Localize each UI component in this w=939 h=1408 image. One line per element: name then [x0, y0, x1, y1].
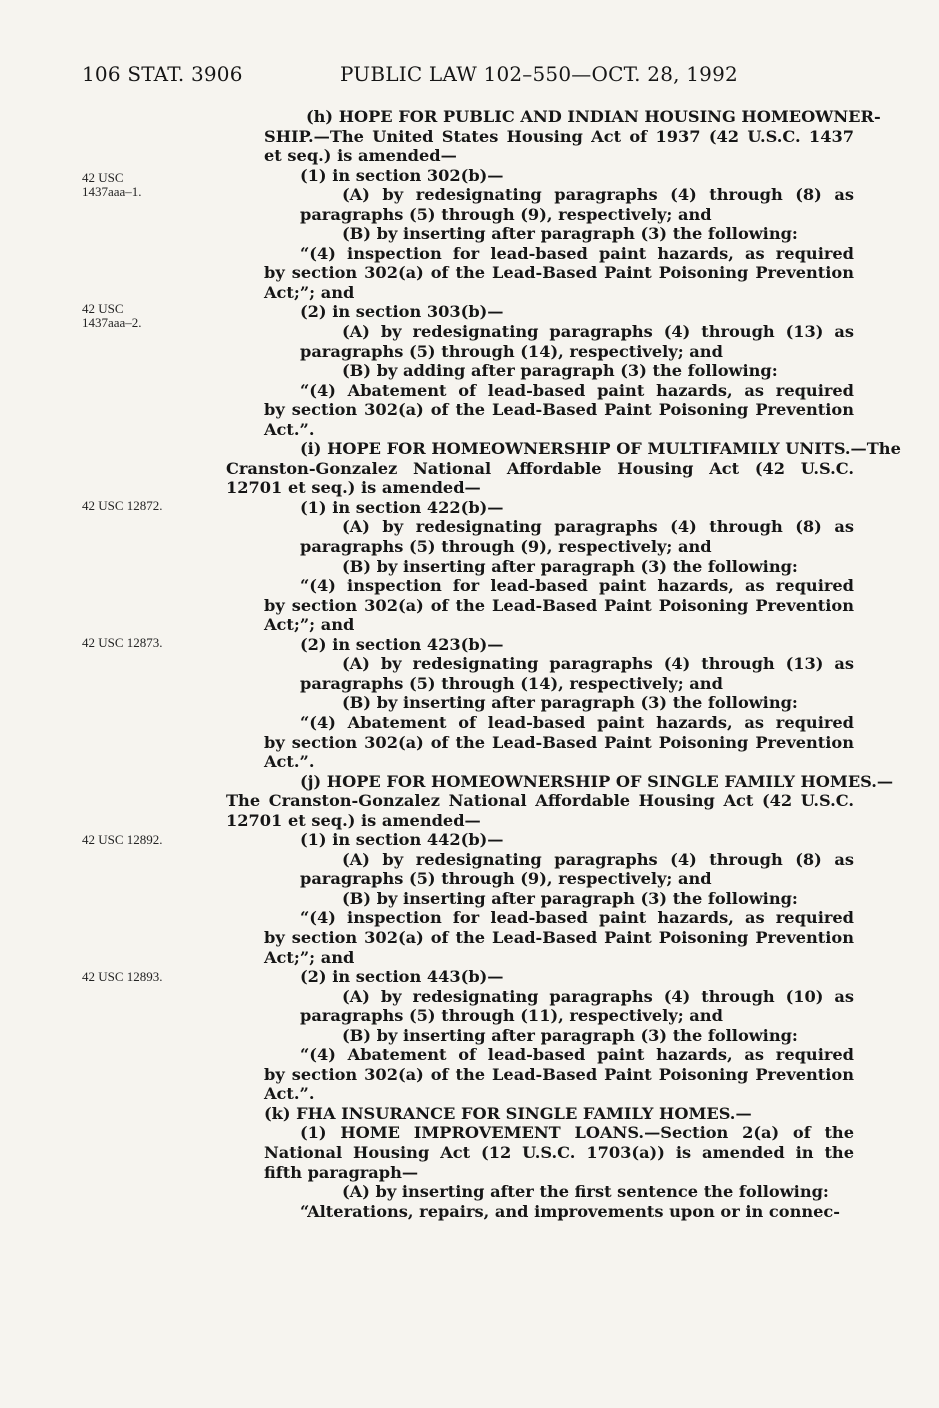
- text-line: (A) by redesignating paragraphs (4) through (13) as: [342, 654, 854, 674]
- text-line: Act.”.: [264, 752, 315, 772]
- text-line: paragraphs (5) through (14), respectively; and: [300, 341, 723, 361]
- text-line: (A) by inserting after the first sentence the following:: [342, 1182, 829, 1202]
- text-line: et seq.) is amended—: [264, 146, 457, 166]
- text-line: Act.”.: [264, 419, 315, 439]
- text-line: National Housing Act (12 U.S.C. 1703(a)) is amended in the: [264, 1142, 854, 1162]
- text-line: (B) by inserting after paragraph (3) the following:: [342, 224, 798, 244]
- text-line: (A) by redesignating paragraphs (4) through (13) as: [342, 322, 854, 342]
- text-line: by section 302(a) of the Lead-Based Paint Poisoning Prevention: [264, 1064, 854, 1084]
- margin-note: 42 USC 1437aaa–2.: [82, 301, 142, 330]
- text-line: “(4) inspection for lead-based paint hazards, as required: [300, 576, 854, 596]
- text-line: (A) by redesignating paragraphs (4) through (8) as: [342, 849, 854, 869]
- text-line: (2) in section 423(b)—: [300, 634, 504, 654]
- text-line: 12701 et seq.) is amended—: [226, 810, 481, 830]
- text-line: (2) in section 443(b)—: [300, 967, 504, 987]
- text-line: “(4) inspection for lead-based paint hazards, as required: [300, 908, 854, 928]
- text-line: (B) by adding after paragraph (3) the following:: [342, 361, 778, 381]
- text-line: SHIP.—The United States Housing Act of 1937 (42 U.S.C. 1437: [264, 126, 854, 146]
- text-line: (B) by inserting after paragraph (3) the following:: [342, 556, 798, 576]
- text-line: (i) HOPE FOR HOMEOWNERSHIP OF MULTIFAMILY UNITS.—The: [300, 439, 901, 459]
- text-line: (j) HOPE FOR HOMEOWNERSHIP OF SINGLE FAMILY HOMES.—: [300, 771, 894, 791]
- text-line: by section 302(a) of the Lead-Based Paint Poisoning Prevention: [264, 595, 854, 615]
- text-line: Act;”; and: [264, 615, 355, 635]
- text-line: “(4) Abatement of lead-based paint hazards, as required: [300, 380, 854, 400]
- text-line: (k) FHA INSURANCE FOR SINGLE FAMILY HOMES.—: [264, 1103, 752, 1123]
- text-line: (2) in section 303(b)—: [300, 302, 504, 322]
- text-line: (1) in section 302(b)—: [300, 165, 504, 185]
- text-line: by section 302(a) of the Lead-Based Paint Poisoning Prevention: [264, 927, 854, 947]
- text-line: Act;”; and: [264, 282, 355, 302]
- text-line: (1) HOME IMPROVEMENT LOANS.—Section 2(a) of the: [300, 1123, 854, 1143]
- text-line: (1) in section 442(b)—: [300, 830, 504, 850]
- text-line: Cranston-Gonzalez National Affordable Housing Act (42 U.S.C.: [226, 458, 854, 478]
- text-line: paragraphs (5) through (14), respectively; and: [300, 673, 723, 693]
- text-line: (A) by redesignating paragraphs (4) through (8) as: [342, 517, 854, 537]
- text-line: paragraphs (5) through (11), respectively; and: [300, 1006, 723, 1026]
- public-law-citation: PUBLIC LAW 102–550—OCT. 28, 1992: [340, 62, 738, 86]
- text-line: paragraphs (5) through (9), respectively; and: [300, 869, 712, 889]
- text-line: (B) by inserting after paragraph (3) the following:: [342, 693, 798, 713]
- text-line: “(4) Abatement of lead-based paint hazards, as required: [300, 1045, 854, 1065]
- margin-note: 42 USC 1437aaa–1.: [82, 170, 142, 199]
- statute-body-text: [226, 107, 901, 1221]
- text-line: “(4) Abatement of lead-based paint hazards, as required: [300, 712, 854, 732]
- text-line: “Alterations, repairs, and improvements upon or in connec-: [300, 1201, 840, 1221]
- margin-note: 42 USC 12872.: [82, 498, 163, 513]
- text-line: (1) in section 422(b)—: [300, 497, 504, 517]
- text-line: (A) by redesignating paragraphs (4) through (8) as: [342, 185, 854, 205]
- text-line: Act.”.: [264, 1084, 315, 1104]
- margin-note: 42 USC 12892.: [82, 832, 163, 847]
- text-line: (B) by inserting after paragraph (3) the following:: [342, 888, 798, 908]
- text-line: fifth paragraph—: [264, 1162, 419, 1182]
- text-line: Act;”; and: [264, 947, 355, 967]
- text-line: 12701 et seq.) is amended—: [226, 478, 481, 498]
- statute-page-number: 106 STAT. 3906: [82, 62, 243, 86]
- text-line: paragraphs (5) through (9), respectively; and: [300, 204, 712, 224]
- text-line: “(4) inspection for lead-based paint hazards, as required: [300, 243, 854, 263]
- text-line: (h) HOPE FOR PUBLIC AND INDIAN HOUSING HOMEOWNER-: [306, 107, 881, 126]
- text-line: by section 302(a) of the Lead-Based Paint Poisoning Prevention: [264, 732, 854, 752]
- text-line: by section 302(a) of the Lead-Based Paint Poisoning Prevention: [264, 263, 854, 283]
- page-header: [82, 62, 855, 86]
- text-line: paragraphs (5) through (9), respectively; and: [300, 537, 712, 557]
- text-line: (B) by inserting after paragraph (3) the following:: [342, 1025, 798, 1045]
- margin-note: 42 USC 12893.: [82, 969, 163, 984]
- text-line: by section 302(a) of the Lead-Based Paint Poisoning Prevention: [264, 400, 854, 420]
- text-line: (A) by redesignating paragraphs (4) through (10) as: [342, 986, 854, 1006]
- text-line: The Cranston-Gonzalez National Affordable Housing Act (42 U.S.C.: [226, 791, 854, 811]
- margin-note: 42 USC 12873.: [82, 635, 163, 650]
